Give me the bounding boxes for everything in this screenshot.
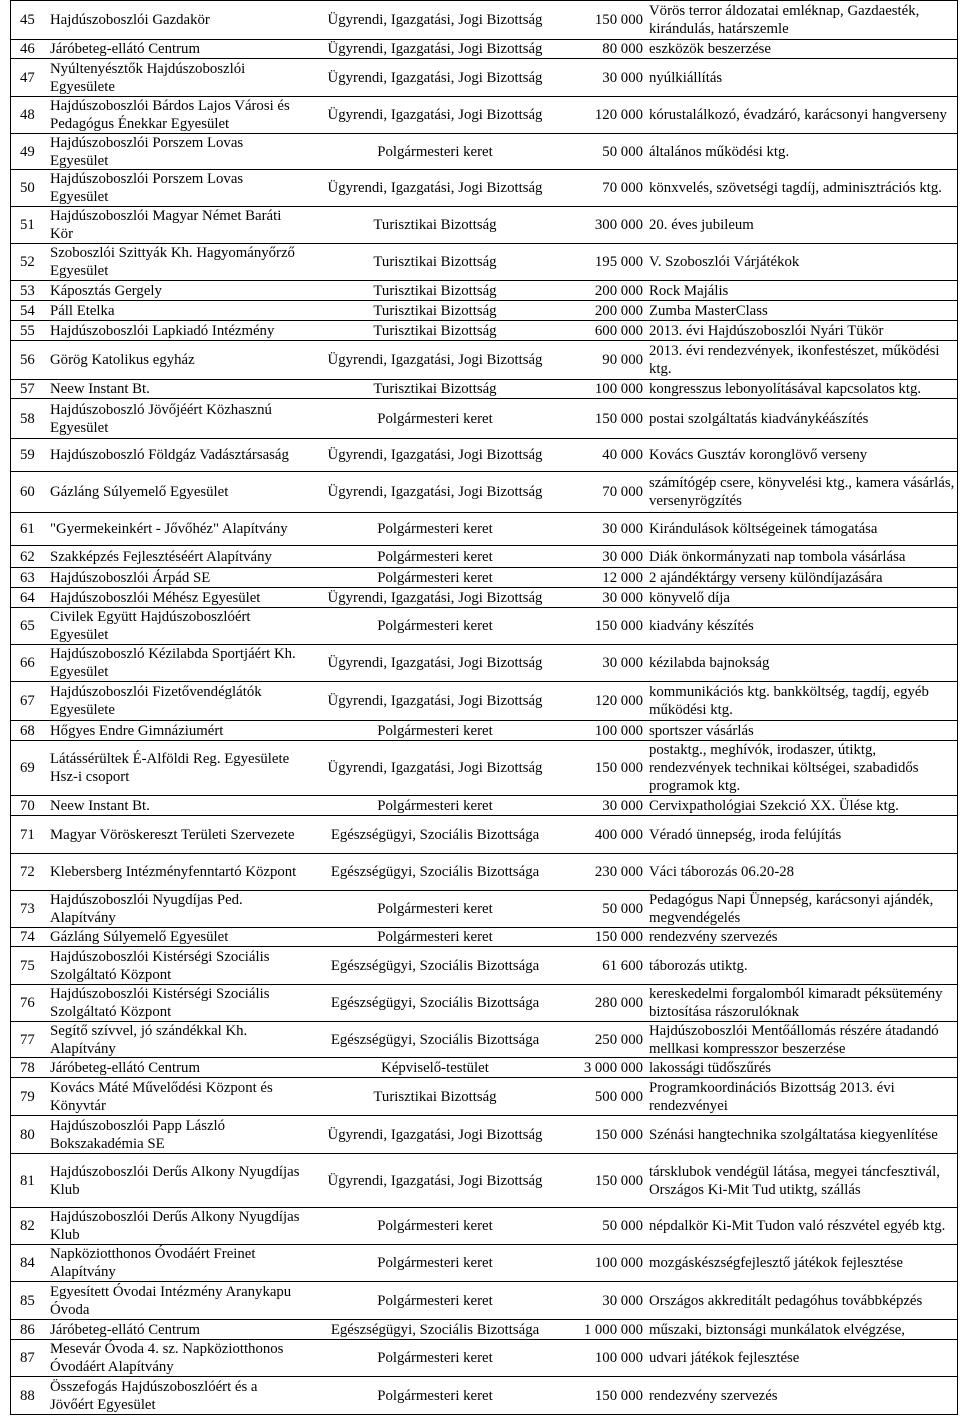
row-number: 54 <box>20 302 35 319</box>
table-row <box>11 645 957 682</box>
row-number: 78 <box>20 1059 35 1076</box>
committee-name: Ügyrendi, Igazgatási, Jogi Bizottság <box>327 447 543 463</box>
grant-purpose: V. Szoboszlói Várjátékok <box>649 254 800 270</box>
committee-name: Polgármesteri keret <box>377 1350 493 1366</box>
grant-purpose: Országos akkreditált pedagóhus továbbképzés <box>649 1292 923 1309</box>
grant-amount: 100 000 <box>594 1350 643 1366</box>
grant-purpose: 2013. évi rendezvények, ikonfestészet, működési ktg. <box>649 343 940 377</box>
table-row <box>11 741 957 796</box>
row-number: 66 <box>20 655 35 671</box>
grant-amount: 150 000 <box>594 618 643 634</box>
organization-name: Hajdúszoboszlói Papp László Bokszakadémia SE <box>50 1117 226 1152</box>
grant-purpose: sportszer vásárlás <box>649 722 754 739</box>
row-number: 85 <box>20 1292 35 1309</box>
row-number: 46 <box>20 41 35 57</box>
committee-name: Turisztikai Bizottság <box>373 282 497 299</box>
grant-amount: 30 000 <box>602 797 643 814</box>
grant-amount: 150 000 <box>594 760 643 776</box>
committee-name: Ügyrendi, Igazgatási, Jogi Bizottság <box>327 12 543 28</box>
grant-purpose: könxvelés, szövetségi tagdíj, adminisztrációs ktg. <box>649 180 942 196</box>
committee-name: Polgármesteri keret <box>377 1218 493 1234</box>
table-row <box>11 1320 957 1340</box>
row-number: 77 <box>20 1031 35 1048</box>
table-row <box>11 796 957 816</box>
committee-name: Ügyrendi, Igazgatási, Jogi Bizottság <box>327 180 543 196</box>
row-number: 87 <box>20 1350 35 1366</box>
organization-name: Járóbeteg-ellátó Centrum <box>50 1059 200 1076</box>
grant-purpose: Cervixpathológiai Szekció XX. Ülése ktg. <box>649 797 899 814</box>
table-row <box>11 40 957 59</box>
committee-name: Polgármesteri keret <box>377 929 493 945</box>
row-number: 86 <box>20 1321 35 1338</box>
committee-name: Polgármesteri keret <box>377 1255 493 1271</box>
organization-name: Hajdúszoboszlói Gazdakör <box>50 12 210 28</box>
organization-name: Járóbeteg-ellátó Centrum <box>50 41 200 57</box>
grant-amount: 70 000 <box>602 180 643 196</box>
table-row <box>11 513 957 546</box>
organization-name: Görög Katolikus egyház <box>50 352 195 368</box>
grant-purpose: kommunikációs ktg. bankköltség, tagdíj, egyéb működési ktg. <box>649 684 929 718</box>
committee-name: Polgármesteri keret <box>377 618 493 634</box>
organization-name: Segítő szívvel, jó szándékkal Kh. Alapítvány <box>50 1022 248 1057</box>
organization-name: Hajdúszoboszló Jövőjéért Közhasznú Egyesület <box>50 401 272 436</box>
committee-name: Egészségügyi, Szociális Bizottsága <box>330 995 540 1011</box>
row-number: 51 <box>20 217 35 233</box>
committee-name: Ügyrendi, Igazgatási, Jogi Bizottság <box>327 41 543 57</box>
table-row <box>11 399 957 439</box>
table-row <box>11 1245 957 1282</box>
organization-name: Hajdúszoboszlói Bárdos Lajos Városi és Pedagógus Énekkar Egyesület <box>50 98 290 132</box>
table-row <box>11 472 957 513</box>
row-number: 68 <box>20 722 35 739</box>
organization-name: Hajdúszoboszlói Derűs Alkony Nyugdíjas Klub <box>50 1209 300 1243</box>
grant-purpose: kiadvány készítés <box>649 618 754 634</box>
committee-name: Polgármesteri keret <box>377 569 493 586</box>
grant-amount: 30 000 <box>602 548 643 565</box>
grant-amount: 195 000 <box>594 254 643 270</box>
organization-name: Hajdúszoboszlói Kistérségi Szociális Szolgáltató Központ <box>50 986 270 1020</box>
table-row <box>11 568 957 588</box>
grant-amount: 30 000 <box>602 589 643 606</box>
grant-purpose: Diák önkormányzati nap tombola vásárlása <box>649 548 906 565</box>
committee-name: Egészségügyi, Szociális Bizottsága <box>330 1321 540 1338</box>
row-number: 81 <box>20 1172 35 1189</box>
row-number: 62 <box>20 548 35 565</box>
table-row <box>11 928 957 947</box>
grant-amount: 80 000 <box>602 41 643 57</box>
row-number: 45 <box>20 12 35 28</box>
organization-name: Hajdúszoboszlói Porszem Lovas Egyesület <box>50 134 244 169</box>
committee-name: Egészségügyi, Szociális Bizottsága <box>330 864 540 880</box>
organization-name: Hajdúszoboszlói Magyar Német Baráti Kör <box>50 208 282 242</box>
table-row <box>11 380 957 399</box>
grant-amount: 120 000 <box>594 107 643 123</box>
table-row <box>11 1154 957 1208</box>
grant-amount: 150 000 <box>594 410 643 427</box>
committee-name: Polgármesteri keret <box>377 722 493 739</box>
table-row <box>11 854 957 891</box>
grant-purpose: 2013. évi Hajdúszoboszlói Nyári Tükör <box>649 322 884 339</box>
table-row <box>11 1078 957 1116</box>
grant-purpose: 2 ajándéktárgy verseny különdíjazására <box>649 569 883 586</box>
table-row <box>11 816 957 854</box>
committee-name: Ügyrendi, Igazgatási, Jogi Bizottság <box>327 1172 543 1189</box>
table-row <box>11 301 957 321</box>
grant-amount: 150 000 <box>594 1172 643 1189</box>
committee-name: Polgármesteri keret <box>377 143 493 160</box>
grant-amount: 250 000 <box>594 1031 643 1048</box>
table-row <box>11 721 957 741</box>
table-row <box>11 1282 957 1320</box>
row-number: 76 <box>20 995 35 1011</box>
grant-amount: 280 000 <box>594 995 643 1011</box>
grant-purpose: Véradó ünnepség, iroda felújítás <box>649 826 842 843</box>
organization-name: Hajdúszoboszló Földgáz Vadásztársaság <box>50 447 289 463</box>
table-row <box>11 608 957 645</box>
committee-name: Ügyrendi, Igazgatási, Jogi Bizottság <box>327 1126 543 1143</box>
committee-name: Turisztikai Bizottság <box>373 254 497 270</box>
row-number: 56 <box>20 352 35 368</box>
grant-purpose: Vörös terror áldozatai emléknap, Gazdaesték, kirándulás, határszemle <box>649 3 920 37</box>
table-row <box>11 588 957 608</box>
grant-amount: 70 000 <box>602 484 643 500</box>
grant-purpose: mozgáskészségfejlesztő játékok fejlesztése <box>649 1255 903 1271</box>
table-row <box>11 207 957 244</box>
committee-name: Polgármesteri keret <box>377 901 493 917</box>
committee-name: Ügyrendi, Igazgatási, Jogi Bizottság <box>327 352 543 368</box>
grant-purpose: Zumba MasterClass <box>649 302 768 319</box>
table-row <box>11 59 957 97</box>
organization-name: "Gyermekeinkért - Jővőhéz" Alapítvány <box>50 521 288 537</box>
grant-amount: 300 000 <box>594 217 643 233</box>
grant-purpose: kongresszus lebonyolításával kapcsolatos ktg. <box>649 381 922 397</box>
grant-purpose: eszközök beszerzése <box>649 41 772 57</box>
organization-name: Neew Instant Bt. <box>50 381 150 397</box>
grant-amount: 100 000 <box>594 381 643 397</box>
grant-purpose: Szénási hangtechnika szolgáltatása kiegyenlítése <box>649 1126 938 1143</box>
table-row <box>11 170 957 207</box>
committee-name: Polgármesteri keret <box>377 1292 493 1309</box>
grant-amount: 400 000 <box>594 826 643 843</box>
organization-name: Járóbeteg-ellátó Centrum <box>50 1321 200 1338</box>
committee-name: Turisztikai Bizottság <box>373 381 497 397</box>
committee-name: Ügyrendi, Igazgatási, Jogi Bizottság <box>327 655 543 671</box>
row-number: 53 <box>20 282 35 299</box>
row-number: 67 <box>20 693 35 709</box>
organization-name: Szoboszlói Szittyák Kh. Hagyományőrző Egyesület <box>50 245 295 279</box>
row-number: 63 <box>20 569 35 586</box>
committee-name: Ügyrendi, Igazgatási, Jogi Bizottság <box>327 107 543 123</box>
table-row <box>11 1377 957 1415</box>
grant-purpose: udvari játékok fejlesztése <box>649 1350 800 1366</box>
grant-amount: 30 000 <box>602 655 643 671</box>
grant-purpose: postai szolgáltatás kiadványkéászítés <box>649 410 869 427</box>
row-number: 50 <box>20 180 35 196</box>
table-row <box>11 244 957 281</box>
table-row <box>11 439 957 472</box>
table-row <box>11 134 957 170</box>
grant-purpose: rendezvény szervezés <box>649 1387 778 1404</box>
grant-amount: 120 000 <box>594 693 643 709</box>
grant-purpose: kereskedelmi forgalomból kimaradt péksütemény biztosítása rászorulóknak <box>649 986 943 1020</box>
grant-purpose: kézilabda bajnokság <box>649 655 770 671</box>
committee-name: Polgármesteri keret <box>377 548 493 565</box>
table-row <box>11 682 957 721</box>
grant-purpose: 20. éves jubileum <box>649 217 754 233</box>
row-number: 48 <box>20 107 35 123</box>
organization-name: Hajdúszoboszlói Lapkiadó Intézmény <box>50 322 275 339</box>
row-number: 59 <box>20 447 35 463</box>
row-number: 55 <box>20 322 35 339</box>
organization-name: Hajdúszoboszlói Porszem Lovas Egyesület <box>50 171 244 205</box>
grant-purpose: nyúlkiállítás <box>649 69 723 86</box>
organization-name: Hajdúszoboszlói Méhész Egyesület <box>50 589 261 606</box>
committee-name: Egészségügyi, Szociális Bizottsága <box>330 1031 540 1048</box>
grant-amount: 150 000 <box>594 12 643 28</box>
table-row <box>11 1208 957 1245</box>
grant-purpose: táborozás utiktg. <box>649 957 748 974</box>
row-number: 80 <box>20 1126 35 1143</box>
grant-amount: 150 000 <box>594 1387 643 1404</box>
organization-name: Káposztás Gergely <box>50 282 162 299</box>
organization-name: Gázláng Súlyemelő Egyesület <box>50 484 229 500</box>
table-row <box>11 341 957 380</box>
committee-name: Polgármesteri keret <box>377 797 493 814</box>
committee-name: Polgármesteri keret <box>377 521 493 537</box>
organization-name: Nyúltenyésztők Hajdúszoboszlói Egyesülete <box>50 60 246 95</box>
grant-purpose: társklubok vendégül látása, megyei táncfesztivál, Országos Ki-Mit Tud utiktg, szállás <box>649 1163 940 1198</box>
table-row <box>11 1058 957 1078</box>
committee-name: Turisztikai Bizottság <box>373 217 497 233</box>
organization-name: Mesevár Óvoda 4. sz. Napköziotthonos Óvodáért Alapítvány <box>50 1341 284 1375</box>
row-number: 88 <box>20 1387 35 1404</box>
committee-name: Ügyrendi, Igazgatási, Jogi Bizottság <box>327 484 543 500</box>
row-number: 60 <box>20 484 35 500</box>
organization-name: Hajdúszoboszlói Kistérségi Szociális Szolgáltató Központ <box>50 948 270 983</box>
row-number: 61 <box>20 521 35 537</box>
grant-purpose: Kovács Gusztáv koronglövő verseny <box>649 447 868 463</box>
organization-name: Kovács Máté Művelődési Központ és Könyvtár <box>50 1079 273 1114</box>
grant-amount: 30 000 <box>602 69 643 86</box>
row-number: 74 <box>20 929 35 945</box>
grant-amount: 200 000 <box>594 302 643 319</box>
grant-amount: 30 000 <box>602 521 643 537</box>
row-number: 57 <box>20 381 35 397</box>
committee-name: Turisztikai Bizottság <box>373 1088 497 1105</box>
committee-name: Egészségügyi, Szociális Bizottsága <box>330 826 540 843</box>
grant-purpose: Programkoordinációs Bizottság 2013. évi rendezvényei <box>649 1079 895 1114</box>
organization-name: Hajdúszoboszlói Nyugdíjas Ped. Alapítvány <box>50 892 243 926</box>
committee-name: Ügyrendi, Igazgatási, Jogi Bizottság <box>327 69 543 86</box>
row-number: 65 <box>20 618 35 634</box>
table-row <box>11 1116 957 1154</box>
grant-amount: 50 000 <box>602 901 643 917</box>
grant-purpose: rendezvény szervezés <box>649 929 778 945</box>
row-number: 47 <box>20 69 35 86</box>
grant-amount: 200 000 <box>594 282 643 299</box>
organization-name: Klebersberg Intézményfenntartó Központ <box>50 864 297 880</box>
grant-purpose: postaktg., meghívók, irodaszer, útiktg, rendezvények technikai költségei, szabadidős programok ktg. <box>649 742 919 794</box>
row-number: 52 <box>20 254 35 270</box>
grant-amount: 50 000 <box>602 1218 643 1234</box>
row-number: 79 <box>20 1088 35 1105</box>
committee-name: Turisztikai Bizottság <box>373 322 497 339</box>
grant-purpose: Rock Majális <box>649 282 729 299</box>
grant-purpose: népdalkör Ki-Mit Tudon való részvétel egyéb ktg. <box>649 1218 946 1234</box>
organization-name: Hajdúszoboszló Kézilabda Sportjáért Kh. Egyesület <box>50 646 296 680</box>
organization-name: Szakképzés Fejlesztéséért Alapítvány <box>50 548 272 565</box>
table-row <box>11 546 957 568</box>
grant-amount: 1 000 000 <box>583 1321 643 1338</box>
table-row <box>11 947 957 985</box>
organization-name: Civilek Együtt Hajdúszoboszlóért Egyesület <box>50 609 251 643</box>
organization-name: Hajdúszoboszlói Árpád SE <box>50 569 211 586</box>
grant-amount: 61 600 <box>602 957 643 974</box>
committee-name: Polgármesteri keret <box>377 410 493 427</box>
row-number: 71 <box>20 826 35 843</box>
grant-amount: 30 000 <box>602 1292 643 1309</box>
grant-amount: 12 000 <box>602 569 643 586</box>
row-number: 73 <box>20 901 35 917</box>
grant-purpose: lakossági tüdőszűrés <box>649 1059 772 1076</box>
row-number: 82 <box>20 1218 35 1234</box>
organization-name: Gázláng Súlyemelő Egyesület <box>50 929 229 945</box>
committee-name: Ügyrendi, Igazgatási, Jogi Bizottság <box>327 760 543 776</box>
grant-purpose: Hajdúszoboszlói Mentőállomás részére átadandó mellkasi kompresszor beszerzése <box>649 1022 939 1057</box>
table-row <box>11 281 957 301</box>
committee-name: Polgármesteri keret <box>377 1387 493 1404</box>
row-number: 58 <box>20 410 35 427</box>
row-number: 75 <box>20 957 35 974</box>
row-number: 84 <box>20 1255 35 1271</box>
table-row <box>11 891 957 928</box>
grant-amount: 150 000 <box>594 1126 643 1143</box>
grant-purpose: műszaki, biztonsági munkálatok elvégzése, <box>649 1321 905 1338</box>
table-row <box>11 321 957 341</box>
table-row <box>11 1 957 40</box>
grant-amount: 40 000 <box>602 447 643 463</box>
table-row <box>11 1022 957 1058</box>
grant-amount: 100 000 <box>594 722 643 739</box>
organization-name: Hajdúszoboszlói Fizetővendéglátók Egyesülete <box>50 684 262 718</box>
grant-purpose: Váci táborozás 06.20-28 <box>649 864 795 880</box>
grant-purpose: Pedagógus Napi Ünnepség, karácsonyi ajándék, megvendégelés <box>649 892 934 926</box>
grant-amount: 500 000 <box>594 1088 643 1105</box>
organization-name: Hajdúszoboszlói Derűs Alkony Nyugdíjas Klub <box>50 1163 300 1198</box>
committee-name: Turisztikai Bizottság <box>373 302 497 319</box>
organization-name: Egyesített Óvodai Intézmény Aranykapu Óvoda <box>50 1283 292 1318</box>
organization-name: Hőgyes Endre Gimnáziumért <box>50 722 224 739</box>
organization-name: Látássérültek É-Alföldi Reg. Egyesülete Hsz-i csoport <box>50 751 290 785</box>
grant-amount: 90 000 <box>602 352 643 368</box>
grant-purpose: Kirándulások költségeinek támogatása <box>649 521 878 537</box>
row-number: 69 <box>20 760 35 776</box>
table-row <box>11 985 957 1022</box>
row-number: 64 <box>20 589 35 606</box>
grant-purpose: általános működési ktg. <box>649 143 790 160</box>
organization-name: Neew Instant Bt. <box>50 797 150 814</box>
table-row <box>11 97 957 134</box>
row-number: 70 <box>20 797 35 814</box>
row-number: 49 <box>20 143 35 160</box>
organization-name: Napköziotthonos Óvodáért Freinet Alapítvány <box>50 1246 256 1280</box>
organization-name: Páll Etelka <box>50 302 115 319</box>
grant-purpose: könyvelő díja <box>649 589 730 606</box>
grant-amount: 100 000 <box>594 1255 643 1271</box>
grant-amount: 600 000 <box>594 322 643 339</box>
organization-name: Magyar Vöröskereszt Területi Szervezete <box>50 826 295 843</box>
committee-name: Képviselő-testület <box>381 1059 489 1076</box>
grant-purpose: számítógép csere, könyvelési ktg., kamera vásárlás, versenyrögzítés <box>649 475 955 509</box>
grant-amount: 150 000 <box>594 929 643 945</box>
table-row <box>11 1340 957 1377</box>
grant-amount: 3 000 000 <box>583 1059 643 1076</box>
committee-name: Ügyrendi, Igazgatási, Jogi Bizottság <box>327 589 543 606</box>
grant-amount: 50 000 <box>602 143 643 160</box>
committee-name: Egészségügyi, Szociális Bizottsága <box>330 957 540 974</box>
committee-name: Ügyrendi, Igazgatási, Jogi Bizottság <box>327 693 543 709</box>
grant-amount: 230 000 <box>594 864 643 880</box>
row-number: 72 <box>20 864 35 880</box>
organization-name: Összefogás Hajdúszoboszlóért és a Jövőért Egyesület <box>50 1378 258 1413</box>
grant-allocation-table <box>10 0 958 1415</box>
grant-purpose: kórustalálkozó, évadzáró, karácsonyi hangverseny <box>649 107 947 123</box>
